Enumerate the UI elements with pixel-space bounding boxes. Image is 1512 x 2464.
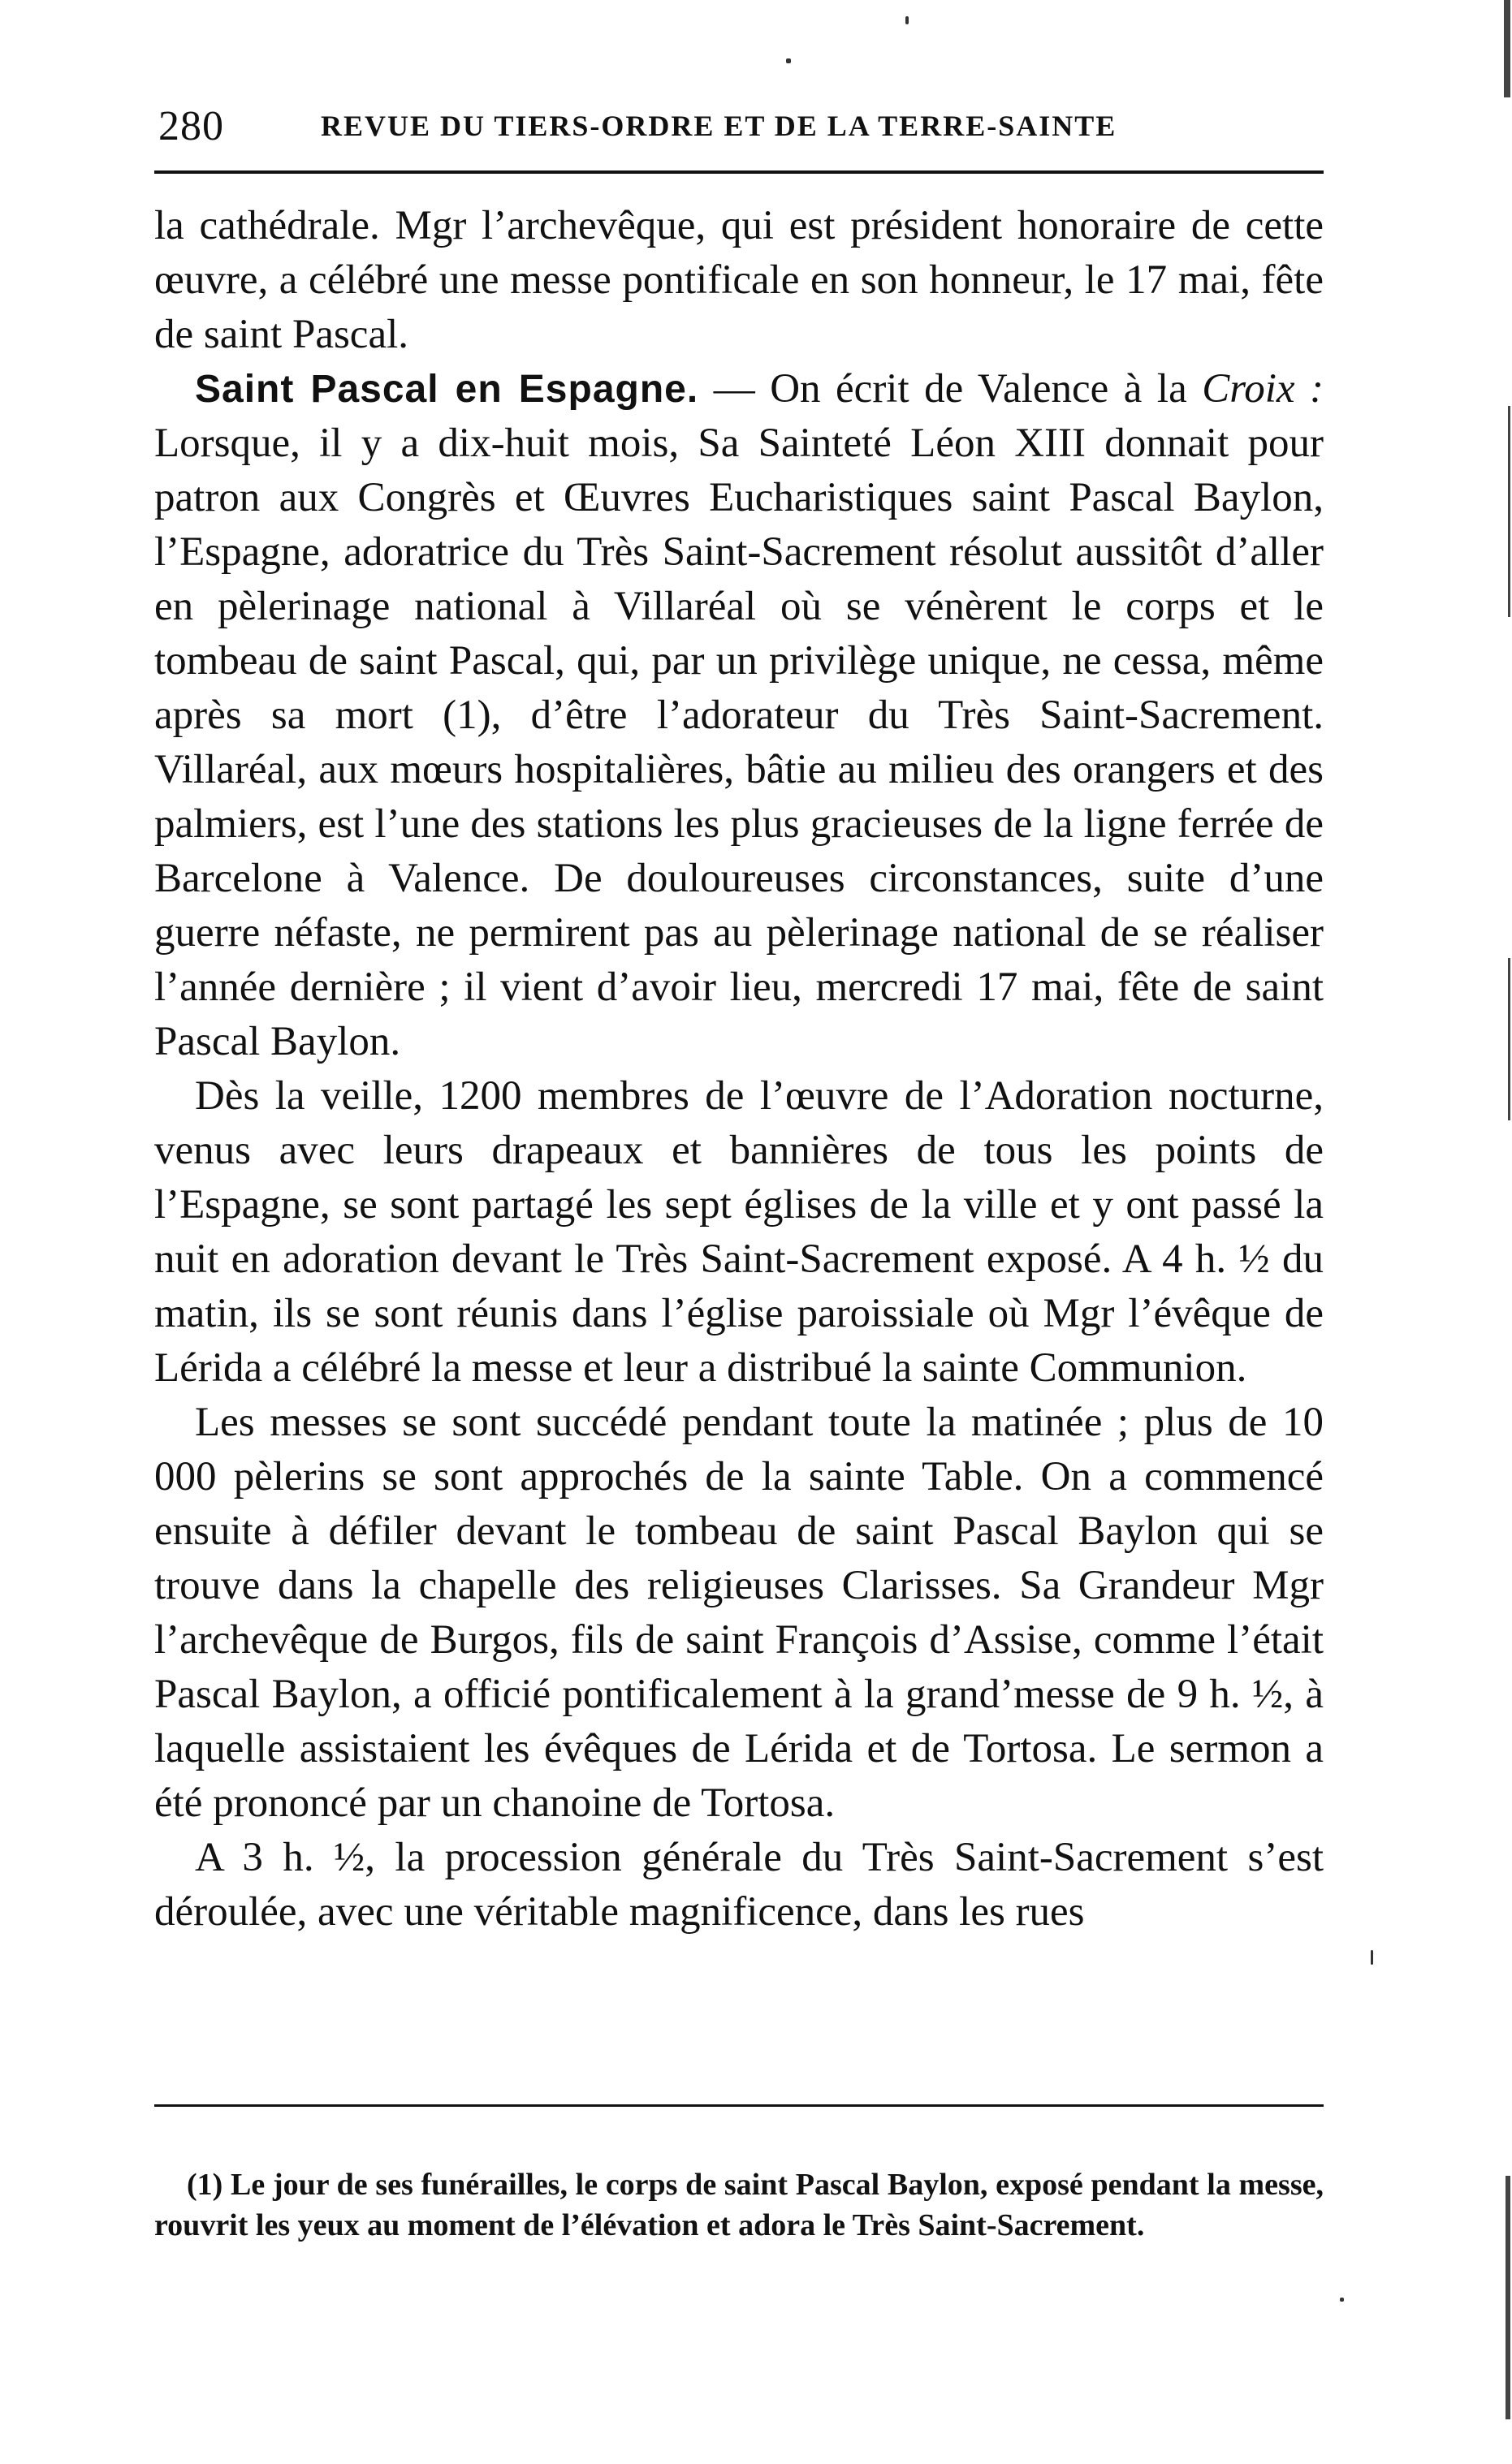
page-header — [158, 91, 1320, 148]
scan-speck — [786, 58, 791, 63]
scan-speck — [1340, 2298, 1344, 2302]
section-title: Saint Pascal en Espagne. — [195, 368, 699, 411]
paragraph-procession: A 3 h. ½, la procession générale du Très Saint-Sacrement s’est déroulée, avec une véritable magnificence, dans les rues — [154, 1835, 1324, 1935]
paragraph-text: Lorsque, il y a dix-huit mois, Sa Sainteté Léon XIII donnait pour patron aux Congrès et Œuvres Eucharistiques saint Pascal Baylon, l’Espagne, adoratrice du Très Saint-Sacrement résolut aussitôt d’aller en pèlerinage national à Villaréal où se vénèrent le corps et le tombeau de saint Pascal, qui, par un privilège unique, ne cessa, même après sa mort (1), d’être l’adorateur du Très Saint-Sacrement. Villaréal, aux mœurs hospitalières, bâtie au milieu des orangers et des palmiers, est l’une des stations les plus gracieuses de la ligne ferrée de Barcelone à Valence. De douloureuses circonstances, suite d’une guerre néfaste, ne permirent pas au pèlerinage national de se réaliser l’année dernière ; il vient d’avoir lieu, mercredi 17 mai, fête de saint Pascal Baylon. — [154, 421, 1324, 1064]
header-rule — [154, 170, 1324, 174]
running-title: REVUE DU TIERS-ORDRE ET DE LA TERRE-SAINTE — [321, 110, 1117, 142]
paragraph-continued: la cathédrale. Mgr l’archevêque, qui est président honoraire de cette œuvre, a célébré une messe pontificale en son honneur, le 17 mai, fête de saint Pascal. — [154, 203, 1324, 357]
footnote: (1) Le jour de ses funérailles, le corps de saint Pascal Baylon, exposé pendant la messe, rouvrit les yeux au moment de l’élévation et adora le Très Saint-Sacrement. — [154, 2168, 1324, 2242]
scan-speck — [905, 16, 909, 24]
paragraph-messes: Les messes se sont succédé pendant toute la matinée ; plus de 10 000 pèlerins se sont approchés de la sainte Table. On a commencé ensuite à défiler devant le tombeau de saint Pascal Baylon qui se trouve dans la chapelle des religieuses Clarisses. Sa Grandeur Mgr l’archevêque de Burgos, fils de saint François d’Assise, comme l’était Pascal Baylon, a officié pontificalement à la grand’messe de 9 h. ½, à laquelle assistaient les évêques de Lérida et de Tortosa. Le sermon a été prononcé par un chanoine de Tortosa. — [154, 1400, 1324, 1826]
scan-speck — [1371, 1950, 1373, 1965]
page-number: 280 — [158, 103, 224, 149]
body-text — [154, 199, 1324, 1940]
source-name: Croix : — [1202, 366, 1324, 412]
scan-edge-shadow — [1501, 0, 1512, 2464]
footnote-rule — [154, 2104, 1324, 2107]
paragraph-veille: Dès la veille, 1200 membres de l’œuvre de l’Adoration nocturne, venus avec leurs drapeaux et bannières de tous les points de l’Espagne, se sont partagé les sept églises de la ville et y ont passé la nuit en adoration devant le Très Saint-Sacrement exposé. A 4 h. ½ du matin, ils se sont réunis dans l’église paroissiale où Mgr l’évêque de Lérida a célébré la messe et leur a distribué la sainte Communion. — [154, 1073, 1324, 1391]
paragraph-intro: — On écrit de Valence à la — [698, 366, 1203, 412]
paragraph-saint-pascal — [154, 362, 1324, 1069]
